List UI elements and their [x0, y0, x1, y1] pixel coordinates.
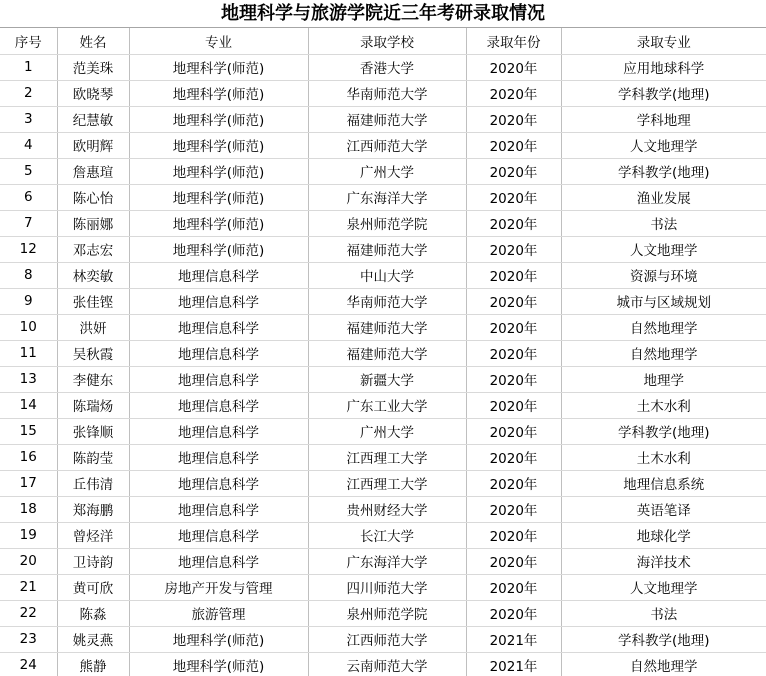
cell-index: 22	[0, 600, 57, 626]
table-row	[0, 106, 766, 132]
cell-year: 2020年	[466, 392, 561, 418]
cell-index: 12	[0, 236, 57, 262]
cell-name: 陈心怡	[57, 184, 129, 210]
cell-major: 地理信息科学	[129, 470, 308, 496]
table-row	[0, 444, 766, 470]
cell-major: 旅游管理	[129, 600, 308, 626]
cell-major: 地理科学(师范)	[129, 158, 308, 184]
cell-school: 香港大学	[308, 54, 466, 80]
cell-year: 2020年	[466, 80, 561, 106]
cell-admitted-major: 学科教学(地理)	[561, 418, 766, 444]
table-row	[0, 574, 766, 600]
cell-name: 纪慧敏	[57, 106, 129, 132]
table-row	[0, 184, 766, 210]
cell-school: 华南师范大学	[308, 80, 466, 106]
cell-major: 地理科学(师范)	[129, 652, 308, 676]
table-row	[0, 340, 766, 366]
cell-name: 曾烃洋	[57, 522, 129, 548]
cell-name: 陈韵莹	[57, 444, 129, 470]
cell-admitted-major: 自然地理学	[561, 340, 766, 366]
cell-year: 2020年	[466, 236, 561, 262]
cell-index: 4	[0, 132, 57, 158]
cell-index: 2	[0, 80, 57, 106]
cell-major: 地理信息科学	[129, 262, 308, 288]
cell-name: 吴秋霞	[57, 340, 129, 366]
table-body	[0, 54, 766, 676]
table-row	[0, 54, 766, 80]
cell-major: 地理科学(师范)	[129, 54, 308, 80]
cell-index: 18	[0, 496, 57, 522]
cell-year: 2020年	[466, 314, 561, 340]
cell-name: 陈淼	[57, 600, 129, 626]
cell-admitted-major: 海洋技术	[561, 548, 766, 574]
cell-year: 2020年	[466, 184, 561, 210]
cell-name: 林奕敏	[57, 262, 129, 288]
cell-school: 泉州师范学院	[308, 210, 466, 236]
cell-name: 陈瑞炀	[57, 392, 129, 418]
cell-index: 1	[0, 54, 57, 80]
cell-year: 2020年	[466, 418, 561, 444]
cell-major: 房地产开发与管理	[129, 574, 308, 600]
cell-admitted-major: 城市与区域规划	[561, 288, 766, 314]
cell-school: 广东工业大学	[308, 392, 466, 418]
cell-year: 2020年	[466, 106, 561, 132]
cell-year: 2020年	[466, 262, 561, 288]
cell-name: 黄可欣	[57, 574, 129, 600]
cell-index: 17	[0, 470, 57, 496]
cell-admitted-major: 应用地球科学	[561, 54, 766, 80]
cell-year: 2020年	[466, 548, 561, 574]
cell-admitted-major: 地理信息系统	[561, 470, 766, 496]
cell-admitted-major: 英语笔译	[561, 496, 766, 522]
header-school: 录取学校	[308, 28, 466, 54]
cell-name: 范美珠	[57, 54, 129, 80]
cell-major: 地理科学(师范)	[129, 236, 308, 262]
cell-index: 8	[0, 262, 57, 288]
cell-major: 地理科学(师范)	[129, 132, 308, 158]
cell-major: 地理信息科学	[129, 496, 308, 522]
cell-school: 长江大学	[308, 522, 466, 548]
cell-school: 江西师范大学	[308, 626, 466, 652]
cell-school: 福建师范大学	[308, 314, 466, 340]
cell-school: 云南师范大学	[308, 652, 466, 676]
cell-admitted-major: 人文地理学	[561, 132, 766, 158]
cell-name: 欧明辉	[57, 132, 129, 158]
cell-year: 2020年	[466, 522, 561, 548]
cell-admitted-major: 书法	[561, 210, 766, 236]
header-year: 录取年份	[466, 28, 561, 54]
cell-school: 广州大学	[308, 418, 466, 444]
cell-name: 丘伟清	[57, 470, 129, 496]
cell-major: 地理科学(师范)	[129, 210, 308, 236]
cell-major: 地理科学(师范)	[129, 626, 308, 652]
cell-year: 2020年	[466, 158, 561, 184]
cell-school: 广州大学	[308, 158, 466, 184]
table-row	[0, 158, 766, 184]
cell-admitted-major: 人文地理学	[561, 236, 766, 262]
header-index: 序号	[0, 28, 57, 54]
cell-school: 贵州财经大学	[308, 496, 466, 522]
cell-index: 23	[0, 626, 57, 652]
cell-year: 2020年	[466, 288, 561, 314]
table-row	[0, 470, 766, 496]
table-row	[0, 522, 766, 548]
cell-year: 2020年	[466, 496, 561, 522]
cell-admitted-major: 学科教学(地理)	[561, 158, 766, 184]
table-row	[0, 236, 766, 262]
cell-index: 20	[0, 548, 57, 574]
cell-admitted-major: 自然地理学	[561, 652, 766, 676]
cell-index: 6	[0, 184, 57, 210]
cell-name: 张佳铿	[57, 288, 129, 314]
cell-school: 广东海洋大学	[308, 548, 466, 574]
cell-admitted-major: 书法	[561, 600, 766, 626]
cell-name: 陈丽娜	[57, 210, 129, 236]
cell-index: 5	[0, 158, 57, 184]
cell-name: 李健东	[57, 366, 129, 392]
cell-school: 华南师范大学	[308, 288, 466, 314]
cell-major: 地理信息科学	[129, 418, 308, 444]
cell-name: 熊静	[57, 652, 129, 676]
cell-admitted-major: 土木水利	[561, 392, 766, 418]
cell-year: 2020年	[466, 54, 561, 80]
cell-index: 7	[0, 210, 57, 236]
cell-admitted-major: 学科教学(地理)	[561, 80, 766, 106]
cell-major: 地理科学(师范)	[129, 184, 308, 210]
cell-admitted-major: 土木水利	[561, 444, 766, 470]
cell-school: 江西师范大学	[308, 132, 466, 158]
cell-index: 9	[0, 288, 57, 314]
table-row	[0, 392, 766, 418]
cell-year: 2020年	[466, 366, 561, 392]
cell-school: 新疆大学	[308, 366, 466, 392]
cell-name: 詹惠瑄	[57, 158, 129, 184]
cell-admitted-major: 地理学	[561, 366, 766, 392]
table-row	[0, 262, 766, 288]
cell-admitted-major: 地球化学	[561, 522, 766, 548]
cell-school: 江西理工大学	[308, 470, 466, 496]
cell-name: 欧晓琴	[57, 80, 129, 106]
table-row	[0, 210, 766, 236]
cell-admitted-major: 自然地理学	[561, 314, 766, 340]
cell-admitted-major: 渔业发展	[561, 184, 766, 210]
table-row	[0, 132, 766, 158]
cell-admitted-major: 学科地理	[561, 106, 766, 132]
header-admitted-major: 录取专业	[561, 28, 766, 54]
cell-year: 2020年	[466, 470, 561, 496]
cell-year: 2020年	[466, 444, 561, 470]
cell-index: 24	[0, 652, 57, 676]
sheet-title: 地理科学与旅游学院近三年考研录取情况	[0, 0, 766, 28]
cell-major: 地理信息科学	[129, 314, 308, 340]
cell-index: 21	[0, 574, 57, 600]
cell-name: 洪妍	[57, 314, 129, 340]
cell-admitted-major: 资源与环境	[561, 262, 766, 288]
cell-major: 地理科学(师范)	[129, 106, 308, 132]
cell-school: 四川师范大学	[308, 574, 466, 600]
cell-school: 广东海洋大学	[308, 184, 466, 210]
header-row	[0, 28, 766, 54]
table-row	[0, 652, 766, 676]
cell-name: 卫诗韵	[57, 548, 129, 574]
cell-name: 姚灵燕	[57, 626, 129, 652]
header-name: 姓名	[57, 28, 129, 54]
table-row	[0, 496, 766, 522]
cell-year: 2021年	[466, 626, 561, 652]
table-row	[0, 80, 766, 106]
cell-year: 2020年	[466, 210, 561, 236]
table-row	[0, 288, 766, 314]
cell-major: 地理科学(师范)	[129, 80, 308, 106]
cell-year: 2020年	[466, 340, 561, 366]
cell-school: 福建师范大学	[308, 236, 466, 262]
cell-major: 地理信息科学	[129, 522, 308, 548]
cell-year: 2020年	[466, 600, 561, 626]
cell-school: 泉州师范学院	[308, 600, 466, 626]
table-row	[0, 626, 766, 652]
cell-index: 16	[0, 444, 57, 470]
cell-major: 地理信息科学	[129, 444, 308, 470]
header-major: 专业	[129, 28, 308, 54]
cell-major: 地理信息科学	[129, 392, 308, 418]
cell-major: 地理信息科学	[129, 288, 308, 314]
cell-year: 2020年	[466, 574, 561, 600]
table-row	[0, 548, 766, 574]
table-row	[0, 366, 766, 392]
cell-index: 11	[0, 340, 57, 366]
cell-school: 江西理工大学	[308, 444, 466, 470]
cell-major: 地理信息科学	[129, 340, 308, 366]
cell-year: 2021年	[466, 652, 561, 676]
table-row	[0, 600, 766, 626]
cell-admitted-major: 学科教学(地理)	[561, 626, 766, 652]
cell-school: 福建师范大学	[308, 340, 466, 366]
cell-index: 14	[0, 392, 57, 418]
admissions-table	[0, 28, 766, 676]
cell-name: 郑海鹏	[57, 496, 129, 522]
cell-index: 10	[0, 314, 57, 340]
cell-school: 中山大学	[308, 262, 466, 288]
cell-index: 13	[0, 366, 57, 392]
cell-index: 15	[0, 418, 57, 444]
table-row	[0, 418, 766, 444]
cell-school: 福建师范大学	[308, 106, 466, 132]
cell-name: 张锋顺	[57, 418, 129, 444]
cell-name: 邓志宏	[57, 236, 129, 262]
cell-index: 3	[0, 106, 57, 132]
cell-admitted-major: 人文地理学	[561, 574, 766, 600]
cell-index: 19	[0, 522, 57, 548]
cell-major: 地理信息科学	[129, 366, 308, 392]
cell-year: 2020年	[466, 132, 561, 158]
cell-major: 地理信息科学	[129, 548, 308, 574]
table-row	[0, 314, 766, 340]
